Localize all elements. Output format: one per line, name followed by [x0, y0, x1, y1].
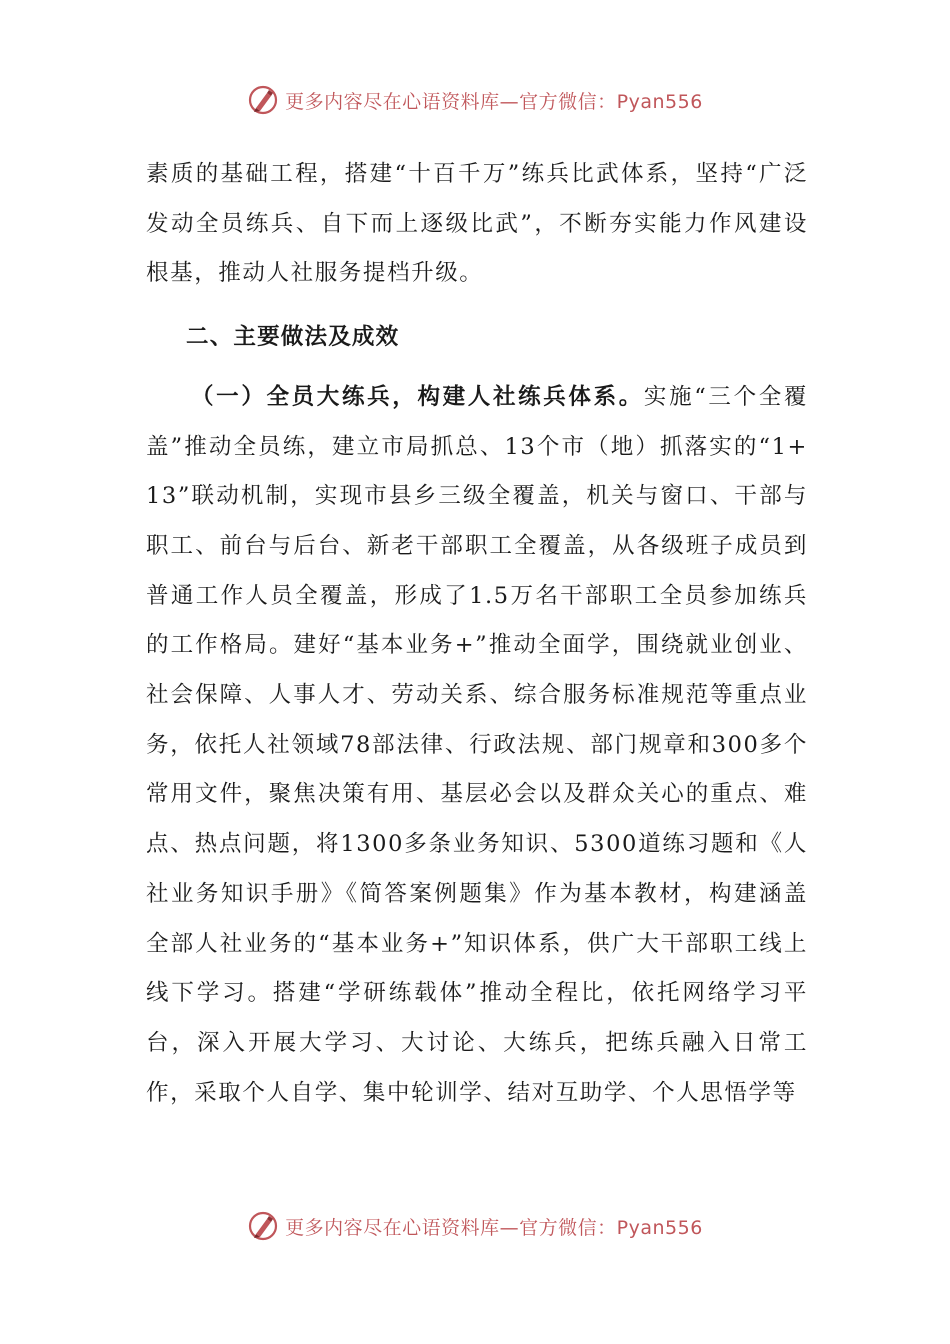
paragraph-body-text: 实施“三个全覆盖”推动全员练，建立市局抓总、13个市（地）抓落实的“1+13”联动机制，实现市县乡三级全覆盖，机关与窗口、干部与职工、前台与后台、新老干部职工全覆盖，从各级班子成员到普通工作人员全覆盖，形成了1.5万名干部职工全员参加练兵的工作格局。建好“基本业务+”推动全面学，围绕就业创业、社会保障、人事人才、劳动关系、综合服务标准规范等重点业务，依托人社领域78部法律、行政法规、部门规章和300多个常用文件，聚焦决策有用、基层必会以及群众关心的重点、难点、热点问题，将1300多条业务知识、5300道练习题和《人社业务知识手册》《简答案例题集》作为基本教材，构建涵盖全部人社业务的“基本业务+”知识体系，供广大干部职工线上线下学习。搭建“学研练载体”推动全程比，依托网络学习平台，深入开展大学习、大讨论、大练兵，把练兵融入日常工作，采取个人自学、集中轮训学、结对互助学、个人思悟学等: [146, 383, 808, 1106]
pen-logo-icon: [247, 84, 279, 116]
footer-watermark-banner: [0, 1210, 950, 1242]
watermark-text: 更多内容尽在心语资料库—官方微信：Pyan556: [285, 90, 703, 113]
paragraph-continuation: 素质的基础工程，搭建“十百千万”练兵比武体系，坚持“广泛发动全员练兵、自下而上逐级比武”，不断夯实能力作风建设根基，推动人社服务提档升级。: [146, 161, 808, 287]
watermark-text: 更多内容尽在心语资料库—官方微信：Pyan556: [285, 1216, 703, 1239]
paragraph-practice: [146, 373, 808, 1119]
pen-logo-icon: [247, 1210, 279, 1242]
paragraph-lead-bold: （一）全员大练兵，构建人社练兵体系。: [191, 383, 644, 410]
header-watermark-banner: [0, 84, 950, 116]
section-heading: 二、主要做法及成效: [186, 324, 400, 351]
document-body: [146, 150, 808, 1118]
